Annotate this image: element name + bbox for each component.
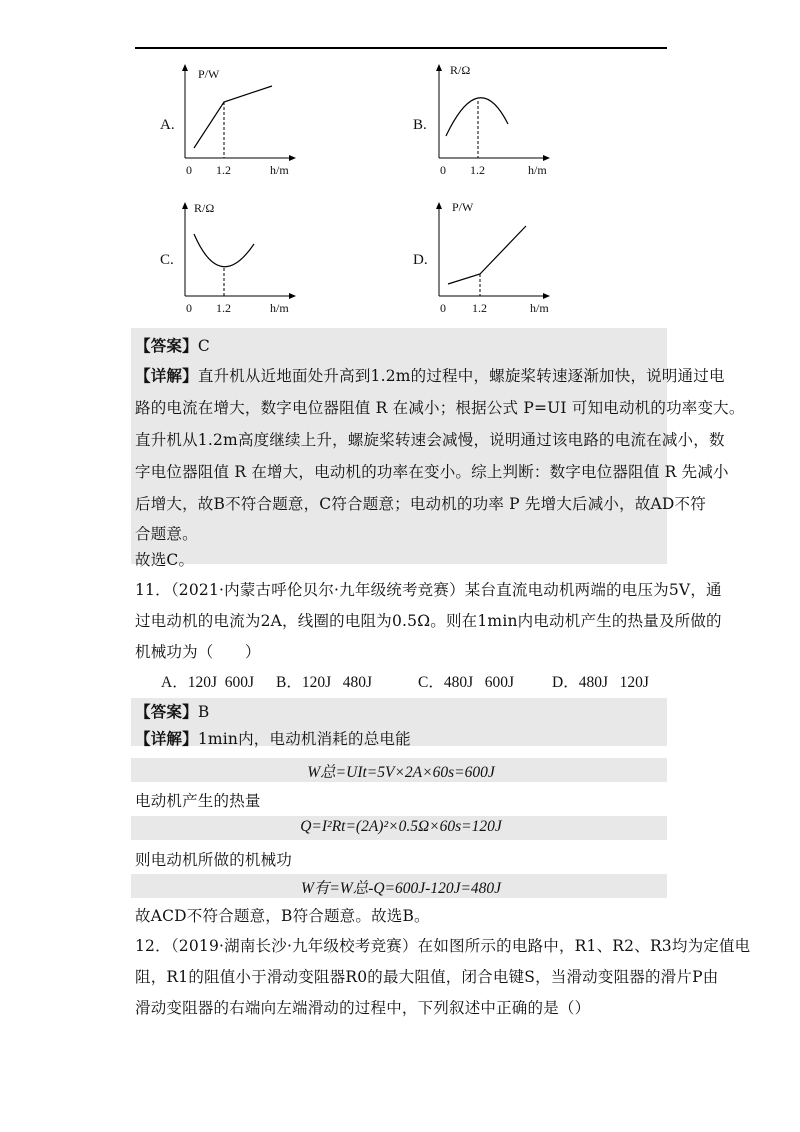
q10-detail-line-2: 路的电流在增大，数字电位器阻值 R 在减小；根据公式 P=UI 可知电动机的功率变大。 xyxy=(135,399,745,417)
option-d-letter: D. xyxy=(413,252,428,268)
graph-c-tick: 1.2 xyxy=(216,301,231,315)
q10-detail-tag: 【详解】 xyxy=(135,366,198,385)
graph-b-origin: 0 xyxy=(440,163,446,177)
q10-detail-line-1 xyxy=(135,364,725,386)
q11-choice-a[interactable]: A．120J 600J xyxy=(161,674,255,691)
graph-b-xlabel: h/m xyxy=(528,163,547,177)
graph-a-ylabel: P/W xyxy=(198,67,220,81)
graph-a xyxy=(172,60,302,180)
q11-equation-work: W有=W总-Q=600J-120J=480J xyxy=(300,880,502,897)
q11-heat-label: 电动机产生的热量 xyxy=(135,792,261,810)
graph-d-ylabel: P/W xyxy=(452,200,474,214)
q11-choice-c[interactable]: C．480J 600J xyxy=(418,674,515,691)
q11-choice-d[interactable]: D．480J 120J xyxy=(552,674,649,691)
graph-a-tick: 1.2 xyxy=(216,163,231,177)
q11-stem-line-2: 过电动机的电流为2A，线圈的电阻为0.5Ω。则在1min内电动机产生的热量及所做的 xyxy=(135,612,722,630)
q11-equation-heat: Q=I²Rt=(2A)²×0.5Ω×60s=120J xyxy=(300,818,502,835)
q11-work-label: 则电动机所做的机械功 xyxy=(135,851,293,869)
graph-d xyxy=(426,198,556,318)
header-rule xyxy=(135,47,667,49)
option-b-letter: B. xyxy=(413,117,427,133)
q11-answer xyxy=(135,700,209,722)
graph-c-xlabel: h/m xyxy=(270,301,289,315)
q10-detail-line-4: 字电位器阻值 R 在增大，电动机的功率在变小。综上判断：数字电位器阻值 R 先减小 xyxy=(135,463,729,481)
q11-answer-value: B xyxy=(197,703,210,721)
graph-c xyxy=(172,198,302,318)
q11-stem-line-3: 机械功为（ ） xyxy=(135,643,261,661)
graph-c-ylabel: R/Ω xyxy=(194,201,215,215)
graph-a-xlabel: h/m xyxy=(270,163,289,177)
q11-detail-tag: 【详解】 xyxy=(135,729,198,748)
q12-stem-line-2: 阻，R1的阻值小于滑动变阻器R0的最大阻值，闭合电键S，当滑动变阻器的滑片P由 xyxy=(135,968,719,986)
q11-conclusion: 故ACD不符合题意，B符合题意。故选B。 xyxy=(135,907,430,925)
q10-detail-line-3: 直升机从1.2m高度继续上升，螺旋桨转速会减慢，说明通过该电路的电流在减小，数 xyxy=(135,431,725,449)
q11-stem-line-1: 11．（2021·内蒙古呼伦贝尔·九年级统考竞赛）某台直流电动机两端的电压为5V，通 xyxy=(135,581,722,599)
q10-detail-line-6: 合题意。 xyxy=(135,525,198,543)
graph-b xyxy=(426,60,556,180)
graph-d-origin: 0 xyxy=(440,301,446,315)
q10-conclusion: 故选C。 xyxy=(135,551,195,569)
graph-b-ylabel: R/Ω xyxy=(450,63,471,77)
q12-stem-line-1: 12．（2019·湖南长沙·九年级校考竞赛）在如图所示的电路中，R1、R2、R3均为定值电 xyxy=(135,937,751,955)
q11-equation-total-energy: W总=UIt=5V×2A×60s=600J xyxy=(307,764,495,781)
graph-a-origin: 0 xyxy=(186,163,192,177)
q12-stem-line-3: 滑动变阻器的右端向左端滑动的过程中，下列叙述中正确的是（） xyxy=(135,999,591,1017)
graph-c-origin: 0 xyxy=(186,301,192,315)
q10-answer-tag: 【答案】 xyxy=(135,336,198,355)
option-a-letter: A. xyxy=(160,117,175,133)
q10-answer-value: C xyxy=(197,337,210,355)
q10-detail-line-5: 后增大，故B不符合题意，C符合题意；电动机的功率 P 先增大后减小，故AD不符 xyxy=(135,495,706,513)
graph-d-tick: 1.2 xyxy=(472,301,487,315)
q11-answer-tag: 【答案】 xyxy=(135,702,198,721)
q10-detail-text-1: 直升机从近地面处升高到1.2m的过程中，螺旋桨转速逐渐加快，说明通过电 xyxy=(197,367,725,385)
q10-answer xyxy=(135,334,210,356)
q11-detail-line xyxy=(135,727,411,749)
graph-b-tick: 1.2 xyxy=(470,163,485,177)
graph-d-xlabel: h/m xyxy=(530,301,549,315)
q11-choice-b[interactable]: B．120J 480J xyxy=(276,674,373,691)
option-c-letter: C. xyxy=(160,252,174,268)
q11-detail-intro: 1min内，电动机消耗的总电能 xyxy=(197,730,411,748)
